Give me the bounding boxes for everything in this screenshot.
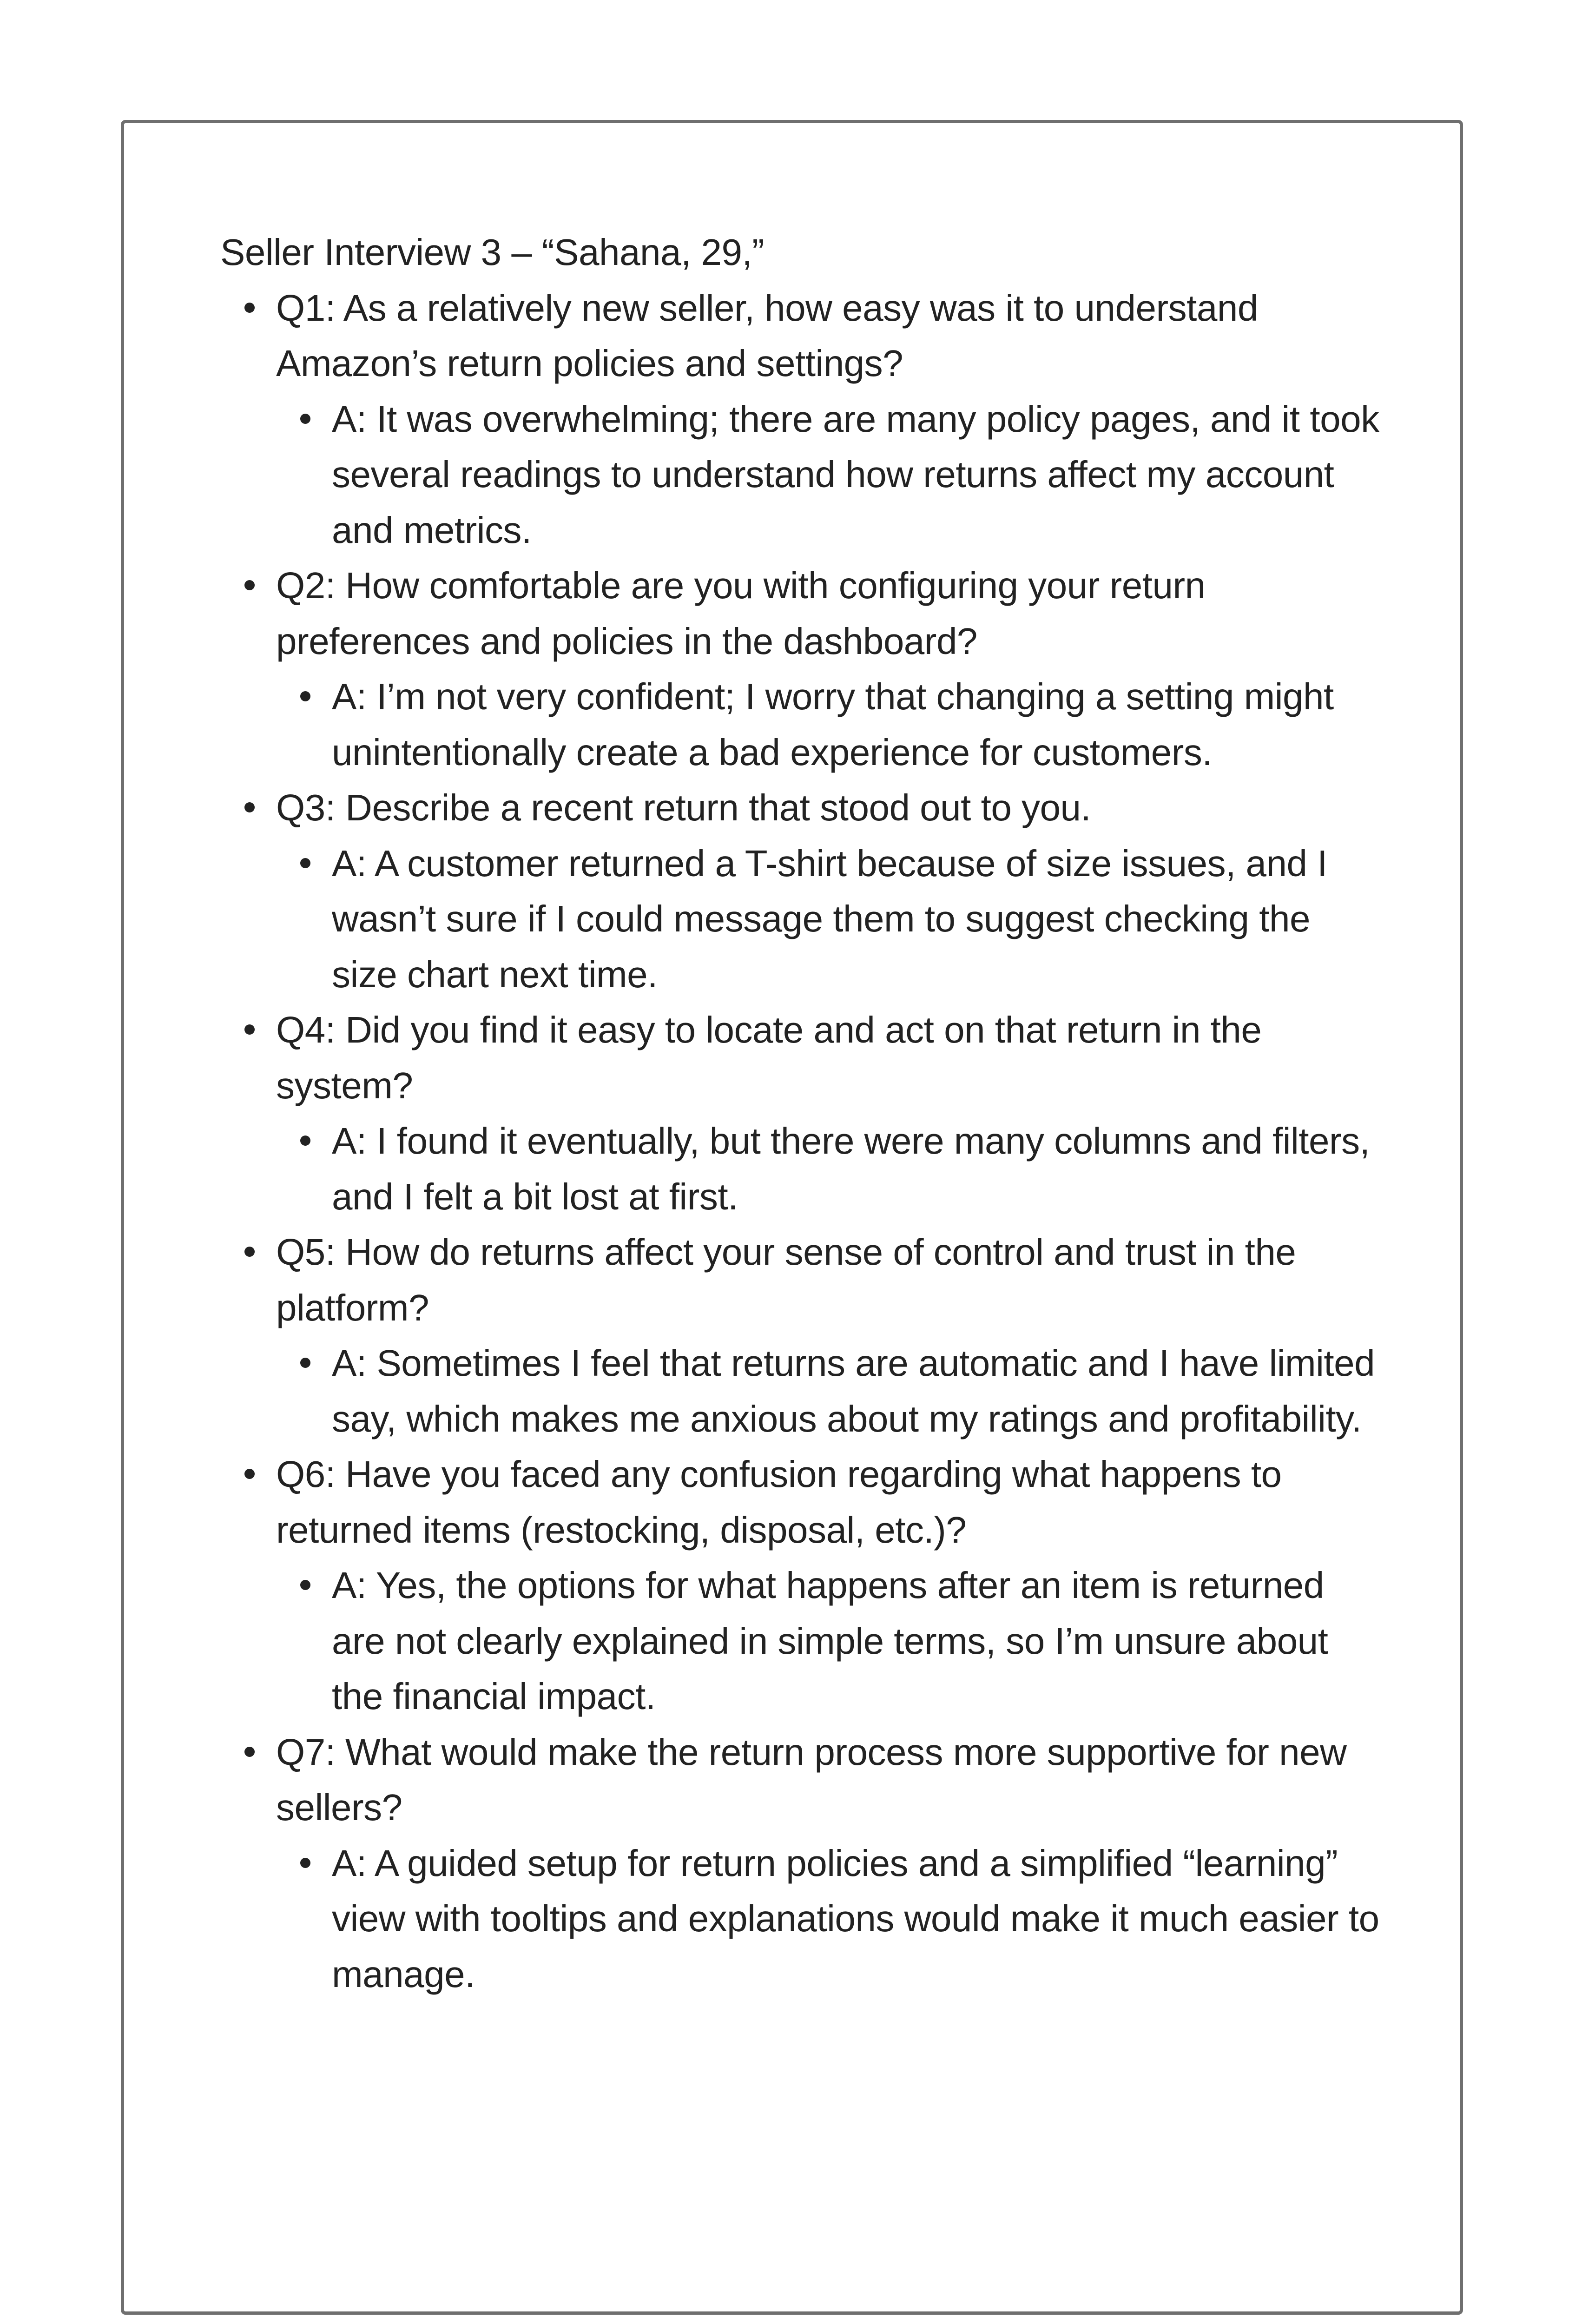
- answer-item: [332, 1335, 1382, 1446]
- bullet-icon: [244, 802, 255, 812]
- question-text: Q4: Did you find it easy to locate and act on that return in the system?: [276, 1009, 1262, 1106]
- answer-text: A: Yes, the options for what happens after an item is returned are not clearly explained in simple terms, so I’m unsure about the financial impact.: [332, 1565, 1328, 1717]
- question-text: Q2: How comfortable are you with configuring your return preferences and policies in the dashboard?: [276, 565, 1206, 662]
- answer-text: A: Sometimes I feel that returns are automatic and I have limited say, which makes me anxious about my ratings and profitability.: [332, 1342, 1375, 1439]
- question-text: Q6: Have you faced any confusion regarding what happens to returned items (restocking, disposal, etc.)?: [276, 1453, 1282, 1551]
- answer-text: A: I found it eventually, but there were many columns and filters, and I felt a bit lost at first.: [332, 1120, 1370, 1217]
- bullet-icon: [244, 1747, 255, 1757]
- question-item: [276, 1002, 1382, 1224]
- answer-text: A: A guided setup for return policies and a simplified “learning” view with tooltips and explanations would make it much easier to manage.: [332, 1842, 1379, 1995]
- answer-list: [276, 1835, 1382, 2002]
- bullet-icon: [244, 1247, 255, 1257]
- question-item: [276, 780, 1382, 1002]
- answer-list: [276, 836, 1382, 1003]
- bullet-icon: [300, 1358, 310, 1368]
- bullet-icon: [244, 1469, 255, 1479]
- question-text: Q3: Describe a recent return that stood out to you.: [276, 787, 1091, 828]
- answer-list: [276, 391, 1382, 558]
- answer-list: [276, 1113, 1382, 1224]
- answer-list: [276, 1558, 1382, 1724]
- bullet-icon: [300, 1136, 310, 1146]
- answer-item: [332, 1558, 1382, 1724]
- answer-item: [332, 1113, 1382, 1224]
- question-list: [220, 280, 1382, 2002]
- question-text: Q5: How do returns affect your sense of control and trust in the platform?: [276, 1231, 1296, 1328]
- question-item: [276, 558, 1382, 780]
- answer-item: [332, 1835, 1382, 2002]
- interview-notes: [220, 224, 1382, 2002]
- bullet-icon: [244, 303, 255, 313]
- bullet-icon: [300, 1580, 310, 1590]
- answer-text: A: It was overwhelming; there are many policy pages, and it took several readings to understand how returns affect my account and metrics.: [332, 398, 1379, 551]
- answer-item: [332, 391, 1382, 558]
- question-text: Q1: As a relatively new seller, how easy was it to understand Amazon’s return policies and settings?: [276, 287, 1258, 384]
- answer-text: A: A customer returned a T-shirt because of size issues, and I wasn’t sure if I could message them to suggest checking the size chart next time.: [332, 842, 1327, 995]
- bullet-icon: [300, 691, 310, 701]
- bullet-icon: [300, 1858, 310, 1868]
- bullet-icon: [244, 580, 255, 590]
- bullet-icon: [300, 858, 310, 868]
- answer-item: [332, 836, 1382, 1003]
- answer-item: [332, 669, 1382, 780]
- answer-text: A: I’m not very confident; I worry that changing a setting might unintentionally create a bad experience for customers.: [332, 676, 1334, 773]
- bullet-icon: [244, 1024, 255, 1035]
- document-card: [121, 120, 1463, 2315]
- question-item: [276, 1224, 1382, 1446]
- question-item: [276, 1724, 1382, 2002]
- document-title: Seller Interview 3 – “Sahana, 29,”: [220, 231, 765, 273]
- question-item: [276, 280, 1382, 558]
- question-text: Q7: What would make the return process more supportive for new sellers?: [276, 1731, 1347, 1828]
- answer-list: [276, 1335, 1382, 1446]
- question-item: [276, 1446, 1382, 1724]
- answer-list: [276, 669, 1382, 780]
- bullet-icon: [300, 414, 310, 424]
